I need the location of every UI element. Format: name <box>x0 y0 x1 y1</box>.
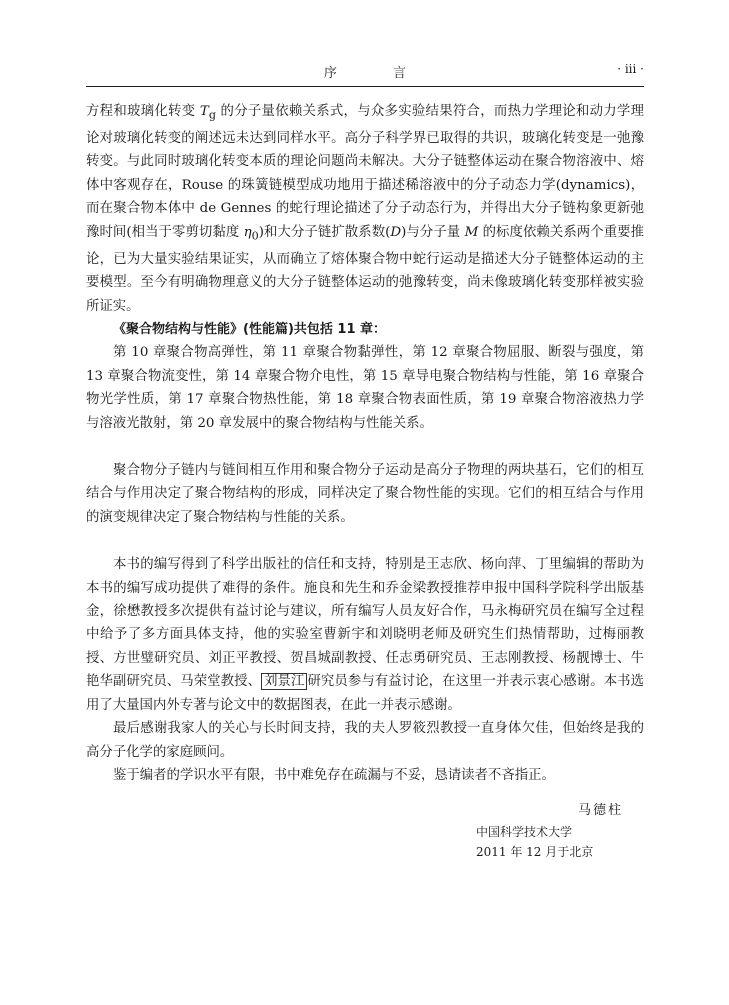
signature-date: 2011 年 12 月于北京 <box>476 845 594 859</box>
header-rule <box>86 86 644 87</box>
math-subscript-g: g <box>208 108 216 122</box>
page-number: · iii · <box>617 62 644 76</box>
text-run: 本书的编写得到了科学出版社的信任和支持，特别是王志欣、杨向萍、丁里编辑的帮助为本书的编写成功提供了难得的条件。施良和先生和乔金梁教授推荐申报中国科学院科学出版基金，徐懋教授多次提供有益讨论与建议，所有编写人员友好合作，马永梅研究员在编写全过程中给予了多方面具体支持，他的实验室曹新宇和刘晓明老师及研究生们热情帮助，过梅丽教授、方世璧研究员、刘正平教授、贺昌城副教授、任志勇研究员、王志刚教授、杨靓博士、牛艳华副研究员、马荣堂教授、 <box>86 557 644 690</box>
page-header-title: 序 言 <box>323 66 433 81</box>
text-run: 的分子量依赖关系式，与众多实验结果符合，而热力学理论和动力学理论对玻璃化转变的阐述远未达到同样水平。高分子科学界已取得的共识，玻璃化转变是一弛豫转变。与此同时玻璃化转变本质的理论问题尚未解决。大分子链整体运动在聚合物溶液中、熔体中客观存在，Rouse 的珠簧链模型成功地用于描述稀溶液中的分子动态力学(dynamics)，而在聚合物本体中 de Gennes 的蛇行理论描述了分子动态行为，并得出大分子链构象更新弛豫时间(相当于零剪切黏度 <box>86 104 644 240</box>
paragraph-family-thanks: 最后感谢我家人的关心与长时间支持，我的夫人罗筱烈教授一直身体欠佳，但始终是我的高分子化学的家庭顾问。 <box>86 721 644 760</box>
paragraph-gap <box>86 435 644 459</box>
text-run: )和大分子链扩散系数( <box>258 224 391 240</box>
signature-block <box>443 800 643 862</box>
author-name: 马德柱 <box>577 803 623 818</box>
paragraph-closing: 鉴于编者的学识水平有限，书中难免存在疏漏与不妥，恳请读者不吝指正。 <box>113 767 555 783</box>
chapter-count-heading: 《聚合物结构与性能》(性能篇)共包括 11 章： <box>113 322 387 337</box>
text-run: 方程和玻璃化转变 <box>86 104 200 119</box>
body-text <box>86 100 644 787</box>
paragraph-glass-transition <box>86 100 644 318</box>
paragraph-gap <box>86 529 644 553</box>
boxed-name: 刘景江 <box>261 673 307 690</box>
math-subscript-0: 0 <box>251 229 259 243</box>
math-symbol-m: M <box>464 224 479 240</box>
running-head <box>86 62 644 84</box>
author-affiliation: 中国科学技术大学 <box>476 825 573 839</box>
text-run: 的标度依赖关系两个重要推论，已为大量实验结果证实，从而确立了熔体聚合物中蛇行运动是描述大分子链整体运动的主要模型。至今有明确物理意义的大分子链整体运动的弛豫转变，尚未像玻璃化转变那样被实验所证实。 <box>86 224 644 314</box>
math-symbol-t: T <box>199 104 209 119</box>
paragraph-acknowledgements <box>86 553 644 717</box>
math-symbol-d: D <box>390 224 402 240</box>
paragraph-chapter-list: 第 10 章聚合物高弹性，第 11 章聚合物黏弹性，第 12 章聚合物屈服、断裂与强度，第 13 章聚合物流变性，第 14 章聚合物介电性，第 15 章导电聚合物结构与性能，第 16 章聚合物光学性质，第 17 章聚合物热性能，第 18 章聚合物表面性质，第 19 章聚合物溶液热力学与溶液光散射，第 20 章发展中的聚合物结构与性能关系。 <box>86 345 644 431</box>
text-run: )与分子量 <box>401 224 465 240</box>
text-run: 研究员参与有益讨论，在这里一并表示衷心感谢。本书选用了大量国内外专著与论文中的数据图表，在此一并表示感谢。 <box>86 674 645 713</box>
paragraph-cornerstones: 聚合物分子链内与链间相互作用和聚合物分子运动是高分子物理的两块基石，它们的相互结合与作用决定了聚合物结构的形成，同样决定了聚合物性能的实现。它们的相互结合与作用的演变规律决定了聚合物结构与性能的关系。 <box>86 463 644 525</box>
math-symbol-eta: η <box>243 224 252 240</box>
